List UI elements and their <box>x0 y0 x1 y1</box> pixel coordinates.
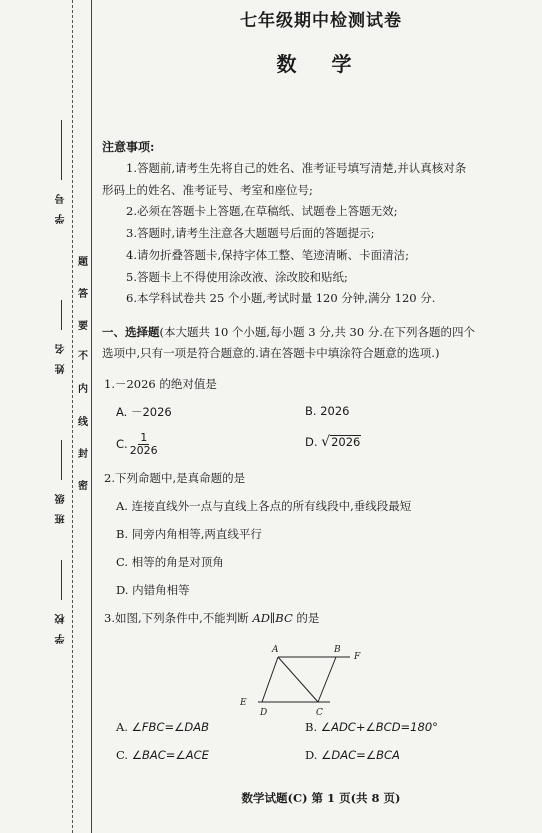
field-label: 姓名 <box>55 334 67 374</box>
question-1-option-b: B. 2026 <box>305 404 350 418</box>
seal-char: 答 <box>78 289 88 300</box>
question-3-option-b: B. ∠ADC+∠BCD=180° <box>305 720 438 734</box>
field-underline <box>61 440 62 480</box>
field-label: 班级 <box>55 484 67 524</box>
section-desc: 选项中,只有一项是符合题意的.请在答题卡中填涂符合题意的选项.) <box>102 346 440 360</box>
subject-title: 数 学 <box>276 52 366 76</box>
question-2-option-a: A. 连接直线外一点与直线上各点的所有线段中,垂线段最短 <box>116 499 412 513</box>
field-underline <box>61 300 62 330</box>
question-2-option-c: C. 相等的角是对顶角 <box>116 555 224 569</box>
section-choice <box>102 322 522 364</box>
square-root: √ 2026 <box>321 434 361 450</box>
question-3-option-d: D. ∠DAC=∠BCA <box>305 748 400 762</box>
field-label: 学校 <box>55 604 67 644</box>
binding-line <box>91 0 92 833</box>
dashed-cut-line <box>72 0 73 833</box>
segment-ac <box>278 657 318 702</box>
notice-item: 2.必须在答题卡上答题,在草稿纸、试题卷上答题无效; <box>126 204 398 219</box>
label-a: A <box>272 645 279 655</box>
notice-item: 4.请勿折叠答题卡,保持字体工整、笔迹清晰、卡面清洁; <box>126 247 409 262</box>
label-d: D <box>260 708 268 718</box>
notice-item: 形码上的姓名、准考证号、考室和座位号; <box>102 182 313 197</box>
label-b: B <box>334 645 341 655</box>
radical-icon: √ <box>321 434 331 450</box>
field-underline <box>61 560 62 600</box>
question-1-stem: 1.－2026 的绝对值是 <box>104 377 217 391</box>
label-c: C <box>316 708 323 718</box>
seal-char: 封 <box>78 449 88 460</box>
field-student-number <box>50 120 72 224</box>
field-school <box>50 560 72 644</box>
seal-char: 不 <box>78 351 88 362</box>
question-2-option-b: B. 同旁内角相等,两直线平行 <box>116 527 262 541</box>
seal-char: 题 <box>78 257 88 268</box>
parallelogram-figure <box>230 640 370 720</box>
seal-char: 线 <box>78 417 88 428</box>
question-1-option-d: D. √ 2026 <box>305 434 361 450</box>
field-underline <box>61 120 62 180</box>
notice-item: 5.答题卡上不得使用涂改液、涂改胶和贴纸; <box>126 269 348 284</box>
field-label: 学号 <box>55 184 67 224</box>
question-3-option-c: C. ∠BAC=∠ACE <box>116 748 209 762</box>
segment-bc <box>318 657 336 702</box>
exam-title: 七年级期中检测试卷 <box>240 11 402 31</box>
notice-item: 6.本学科试卷共 25 个小题,考试时量 120 分钟,满分 120 分. <box>126 291 436 306</box>
field-name <box>50 300 72 374</box>
label-e: E <box>240 698 247 708</box>
notice-item: 3.答题时,请考生注意各大题题号后面的答题提示; <box>126 226 375 241</box>
section-desc: (本大题共 10 个小题,每小题 3 分,共 30 分.在下列各题的四个 <box>159 325 475 339</box>
notice-heading: 注意事项: <box>102 140 155 154</box>
notice-list <box>102 158 522 310</box>
label-f: F <box>354 652 361 662</box>
question-2-option-d: D. 内错角相等 <box>116 583 190 597</box>
seal-char: 内 <box>78 384 88 395</box>
question-2-stem: 2.下列命题中,是真命题的是 <box>104 471 246 485</box>
segment-ad <box>262 657 278 702</box>
field-class <box>50 440 72 524</box>
question-3-stem: 3.如图,下列条件中,不能判断 AD∥BC 的是 <box>104 611 320 625</box>
notice-item: 1.答题前,请考生先将自己的姓名、准考证号填写清楚,并认真核对条 <box>126 161 467 175</box>
question-3-option-a: A. ∠FBC=∠DAB <box>116 720 210 734</box>
question-1-option-c: C. $\frac{1}{2026}$ <box>116 431 158 457</box>
question-1-option-a: A. －2026 <box>116 405 172 419</box>
page-footer: 数学试题(C) 第 1 页(共 8 页) <box>241 791 401 805</box>
binding-margin <box>0 0 100 833</box>
seal-char: 密 <box>78 481 88 492</box>
fraction: $\frac{1}{2026}$ <box>129 431 158 457</box>
section-heading: 一、选择题 <box>102 325 160 339</box>
seal-char: 要 <box>78 321 88 332</box>
